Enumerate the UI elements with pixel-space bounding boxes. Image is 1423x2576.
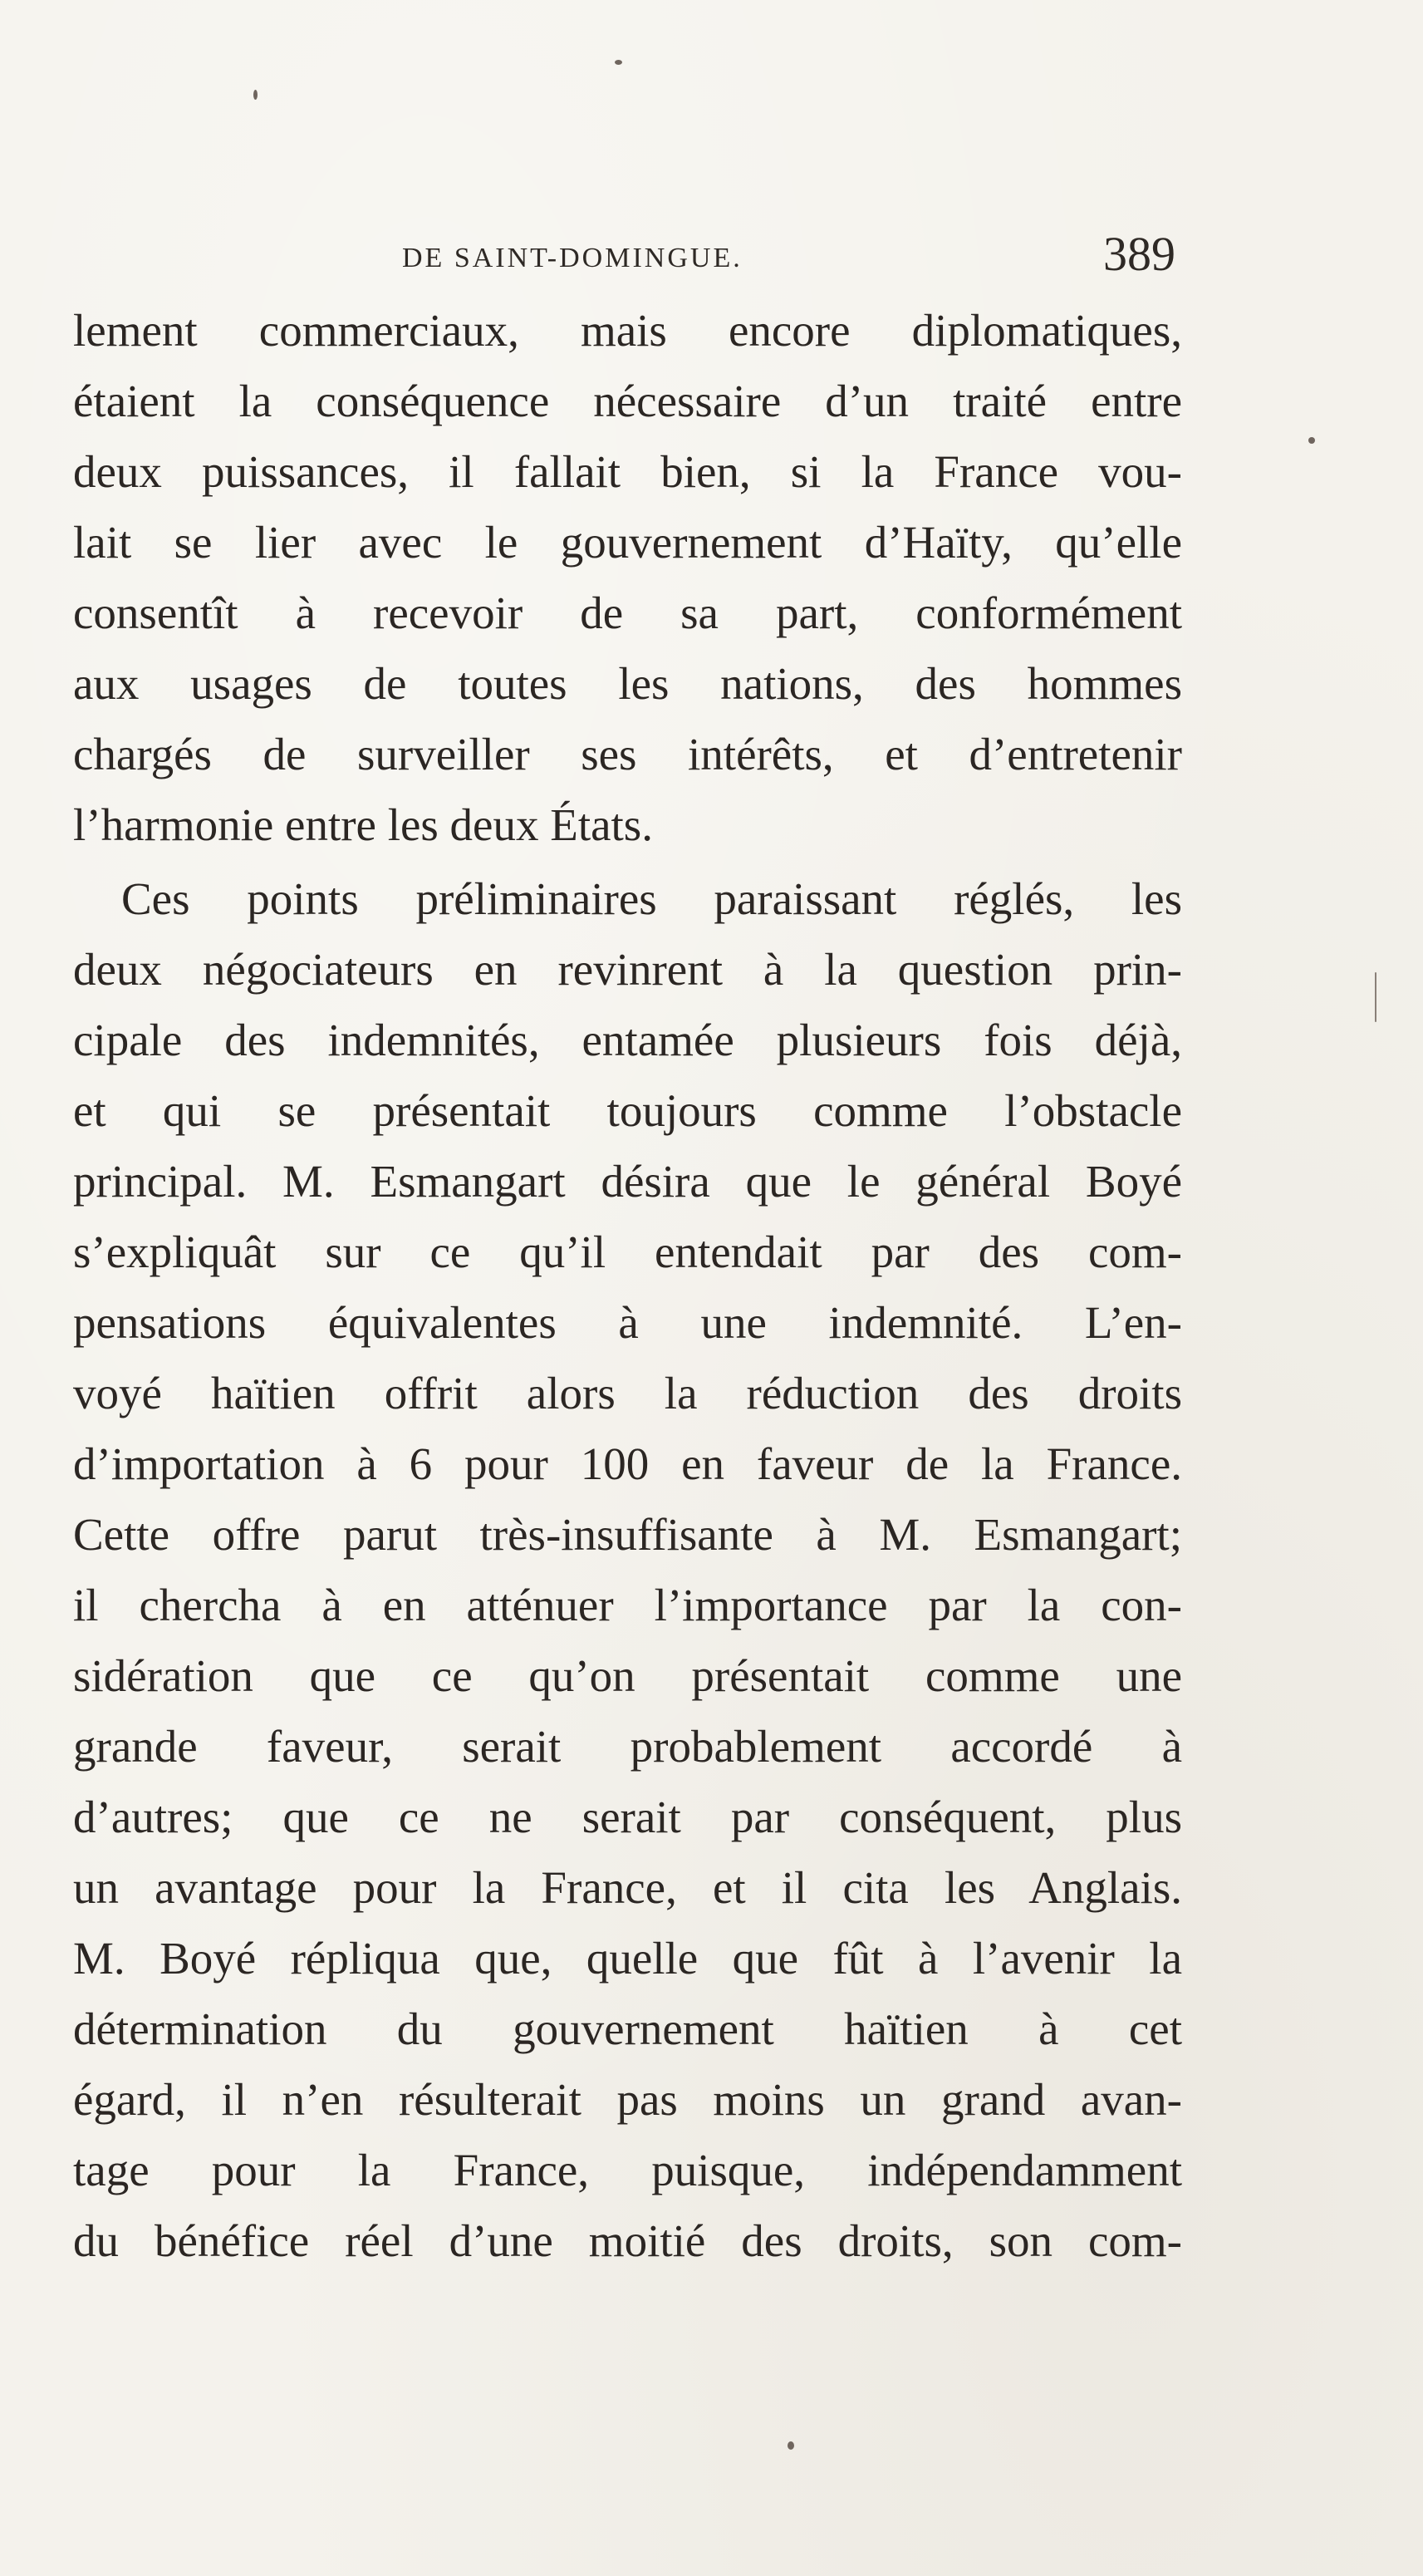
text-line: Cette offre parut très-insuffisante à M. Esmangart; [73,1509,1182,1560]
text-line: du bénéfice réel d’une moitié des droits, son com- [73,2215,1182,2266]
paper-speck [1308,437,1315,444]
text-line: pensations équivalentes à une indemnité. L’en- [73,1297,1182,1348]
text-line: grande faveur, serait probablement accordé à [73,1721,1182,1772]
text-line: s’expliquât sur ce qu’il entendait par des com- [73,1227,1182,1277]
text-line: deux négociateurs en revinrent à la question prin- [73,944,1182,995]
text-line: Ces points préliminaires paraissant réglés, les [121,873,1182,924]
text-line: un avantage pour la France, et il cita les Anglais. [73,1862,1182,1913]
text-line: étaient la conséquence nécessaire d’un traité entre [73,376,1182,426]
page-number: 389 [1103,227,1175,281]
paper-speck [1375,972,1376,1022]
text-line: deux puissances, il fallait bien, si la France vou- [73,446,1182,497]
running-head: DE SAINT-DOMINGUE. [402,243,743,273]
text-line: tage pour la France, puisque, indépendamment [73,2145,1182,2195]
paper-speck [253,90,258,100]
text-line: lait se lier avec le gouvernement d’Haïty, qu’elle [73,517,1182,568]
body-text [73,295,1182,2276]
text-line: chargés de surveiller ses intérêts, et d’entretenir [73,729,1182,779]
text-line: principal. M. Esmangart désira que le général Boyé [73,1156,1182,1207]
paper-speck [615,60,622,65]
text-line: M. Boyé répliqua que, quelle que fût à l’avenir la [73,1933,1182,1984]
text-line: cipale des indemnités, entamée plusieurs fois déjà, [73,1015,1182,1065]
text-line: détermination du gouvernement haïtien à cet [73,2003,1182,2054]
text-line: l’harmonie entre les deux États. [73,799,653,850]
text-line: d’autres; que ce ne serait par conséquent, plus [73,1792,1182,1842]
text-line: il chercha à en atténuer l’importance par la con- [73,1580,1182,1630]
text-line: consentît à recevoir de sa part, conformément [73,587,1182,638]
text-line: aux usages de toutes les nations, des hommes [73,658,1182,709]
text-line: et qui se présentait toujours comme l’obstacle [73,1085,1182,1136]
text-line: d’importation à 6 pour 100 en faveur de la France. [73,1438,1182,1489]
text-line: lement commerciaux, mais encore diplomatiques, [73,305,1182,356]
text-line: voyé haïtien offrit alors la réduction des droits [73,1368,1182,1418]
paper-speck [788,2441,794,2450]
text-line: sidération que ce qu’on présentait comme une [73,1650,1182,1701]
text-line: égard, il n’en résulterait pas moins un grand avan- [73,2074,1182,2125]
